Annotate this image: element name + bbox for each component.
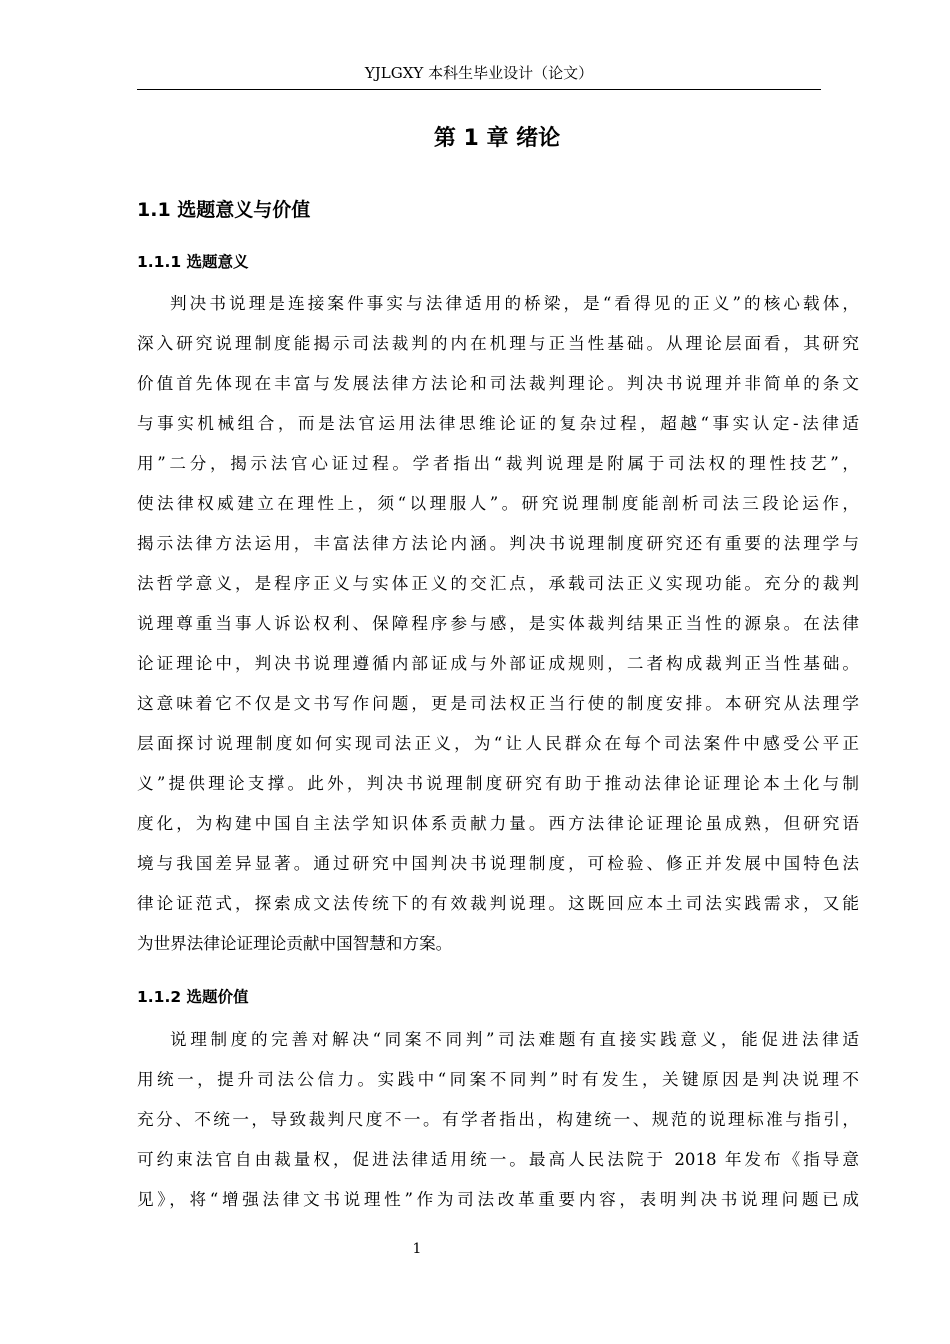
subsection-title-1-1-1: 1.1.1 选题意义 [137,253,249,271]
text-line: 论证理论中，判决书说理遵循内部证成与外部证成规则，二者构成裁判正当性基础。 [137,654,859,673]
text-line: 充分、不统一，导致裁判尺度不一。有学者指出，构建统一、规范的说理标准与指引， [137,1110,859,1129]
header-rule [137,89,821,90]
text-line: 揭示法律方法运用，丰富法律方法论内涵。判决书说理制度研究还有重要的法理学与 [137,534,859,553]
text-line: 见》，将“增强法律文书说理性”作为司法改革重要内容，表明判决书说理问题已成 [137,1190,859,1209]
subsection-title-1-1-2: 1.1.2 选题价值 [137,988,249,1006]
text-line: 深入研究说理制度能揭示司法裁判的内在机理与正当性基础。从理论层面看，其研究 [137,334,859,353]
chapter-title: 第 1 章 绪论 [433,126,561,151]
text-line: 可约束法官自由裁量权，促进法律适用统一。最高人民法院于 2018 年发布《指导意 [137,1150,859,1169]
text-line: 法哲学意义，是程序正义与实体正义的交汇点，承载司法正义实现功能。充分的裁判 [137,574,859,593]
section-title: 1.1 选题意义与价值 [137,199,311,221]
text-line: 用统一，提升司法公信力。实践中“同案不同判”时有发生，关键原因是判决说理不 [137,1070,859,1089]
text-line: 价值首先体现在丰富与发展法律方法论和司法裁判理论。判决书说理并非简单的条文 [137,374,859,393]
text-line: 判决书说理是连接案件事实与法律适用的桥梁，是“看得见的正义”的核心载体， [170,294,859,313]
text-line: 义”提供理论支撑。此外，判决书说理制度研究有助于推动法律论证理论本土化与制 [137,774,859,793]
text-line: 使法律权威建立在理性上，须“以理服人”。研究说理制度能剖析司法三段论运作， [137,494,859,513]
text-line: 律论证范式，探索成文法传统下的有效裁判说理。这既回应本土司法实践需求，又能 [137,894,859,913]
running-header: YJLGXY 本科生毕业设计（论文） [364,64,594,82]
text-line: 与事实机械组合，而是法官运用法律思维论证的复杂过程，超越“事实认定-法律适 [137,414,859,433]
text-line: 度化，为构建中国自主法学知识体系贡献力量。西方法律论证理论虽成熟，但研究语 [137,814,859,833]
paragraph-topic-value [137,1020,859,1220]
text-line: 为世界法律论证理论贡献中国智慧和方案。 [137,934,453,953]
text-line: 说理尊重当事人诉讼权利、保障程序参与感，是实体裁判结果正当性的源泉。在法律 [137,614,859,633]
text-line: 境与我国差异显著。通过研究中国判决书说理制度，可检验、修正并发展中国特色法 [137,854,859,873]
text-line: 层面探讨说理制度如何实现司法正义，为“让人民群众在每个司法案件中感受公平正 [137,734,859,753]
text-line: 用”二分，揭示法官心证过程。学者指出“裁判说理是附属于司法权的理性技艺”， [137,454,859,473]
paragraph-topic-significance [137,284,859,964]
text-line: 这意味着它不仅是文书写作问题，更是司法权正当行使的制度安排。本研究从法理学 [137,694,859,713]
page-number: 1 [412,1241,422,1257]
text-line: 说理制度的完善对解决“同案不同判”司法难题有直接实践意义，能促进法律适 [170,1030,859,1049]
